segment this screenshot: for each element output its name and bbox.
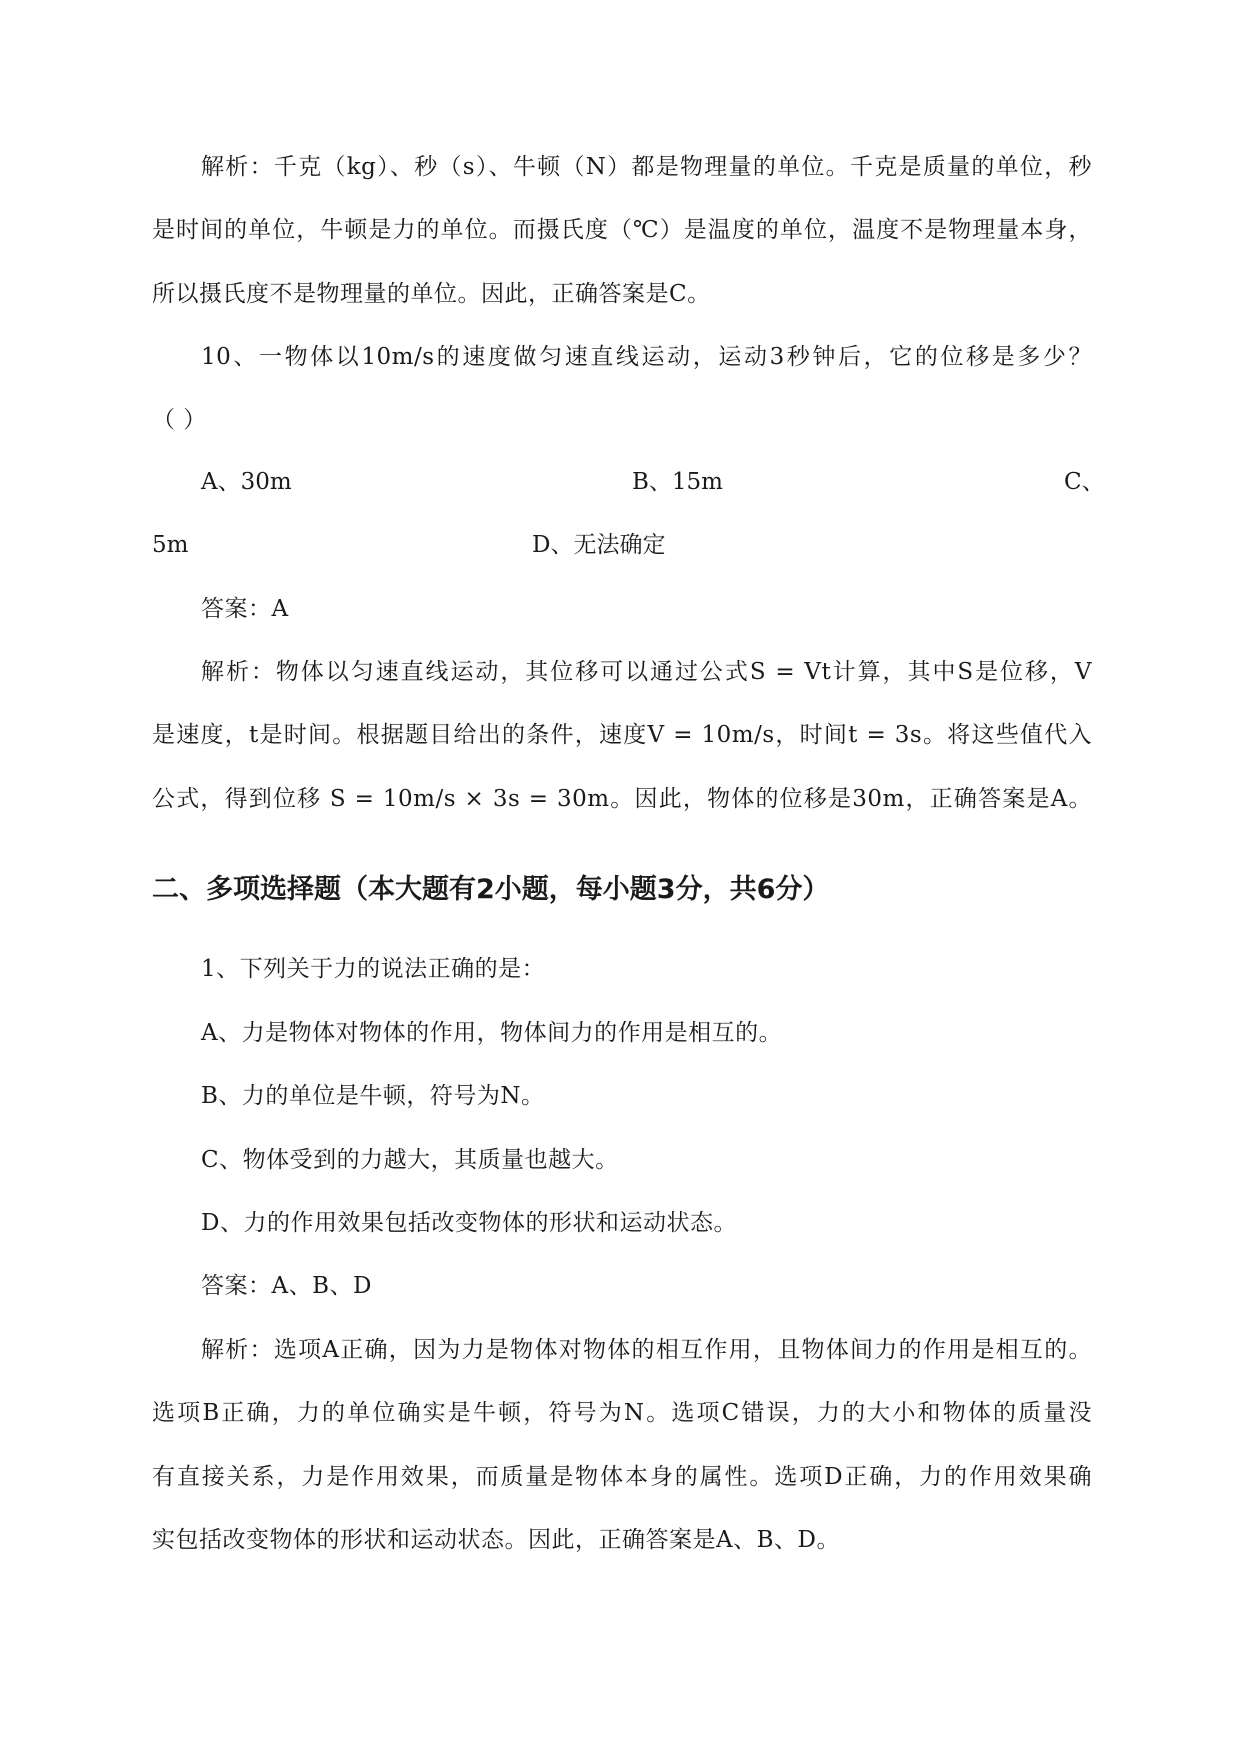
q10-option-b: B、15m	[632, 469, 723, 495]
q10-answer: 答案：A	[201, 596, 289, 622]
q10-explanation-line-3: 公式，得到位移 S = 10m/s × 3s = 30m。因此，物体的位移是30m，正确答案是A。	[152, 786, 1092, 812]
q10-explanation-line-2: 是速度，t是时间。根据题目给出的条件，速度V = 10m/s，时间t = 3s。将这些值代入	[152, 722, 1092, 748]
mq1-option-b: B、力的单位是牛顿，符号为N。	[201, 1083, 545, 1109]
q9-explanation-line-1: 解析：千克（kg）、秒（s）、牛顿（N）都是物理量的单位。千克是质量的单位，秒	[201, 154, 1092, 180]
mq1-stem: 1、下列关于力的说法正确的是：	[201, 956, 546, 982]
mq1-option-d: D、力的作用效果包括改变物体的形状和运动状态。	[201, 1210, 737, 1236]
q10-option-a: A、30m	[201, 469, 292, 495]
mq1-option-c: C、物体受到的力越大，其质量也越大。	[201, 1147, 619, 1173]
q10-option-c-value: 5m	[152, 532, 189, 558]
document-page	[152, 0, 1105, 1754]
mq1-explanation-line-4: 实包括改变物体的形状和运动状态。因此，正确答案是A、B、D。	[152, 1527, 840, 1553]
q9-explanation-line-2: 是时间的单位，牛顿是力的单位。而摄氏度（℃）是温度的单位，温度不是物理量本身，	[152, 217, 1092, 243]
q10-option-c-prefix: C、	[1064, 469, 1105, 495]
mq1-explanation-line-1: 解析：选项A正确，因为力是物体对物体的相互作用，且物体间力的作用是相互的。	[201, 1337, 1092, 1363]
q10-option-d: D、无法确定	[532, 532, 666, 558]
q10-stem-line-2: （ ）	[152, 407, 207, 433]
q9-explanation-line-3: 所以摄氏度不是物理量的单位。因此，正确答案是C。	[152, 281, 711, 307]
mq1-explanation-line-3: 有直接关系，力是作用效果，而质量是物体本身的属性。选项D正确，力的作用效果确	[152, 1464, 1092, 1490]
mq1-option-a: A、力是物体对物体的作用，物体间力的作用是相互的。	[201, 1020, 783, 1046]
mq1-answer: 答案：A、B、D	[201, 1273, 372, 1299]
q10-stem-line-1: 10、一物体以10m/s的速度做匀速直线运动，运动3秒钟后，它的位移是多少？	[201, 344, 1092, 370]
mq1-explanation-line-2: 选项B正确，力的单位确实是牛顿，符号为N。选项C错误，力的大小和物体的质量没	[152, 1400, 1092, 1426]
section-heading: 二、多项选择题（本大题有2小题，每小题3分，共6分）	[152, 874, 830, 905]
q10-explanation-line-1: 解析：物体以匀速直线运动，其位移可以通过公式S = Vt计算，其中S是位移，V	[201, 659, 1092, 685]
